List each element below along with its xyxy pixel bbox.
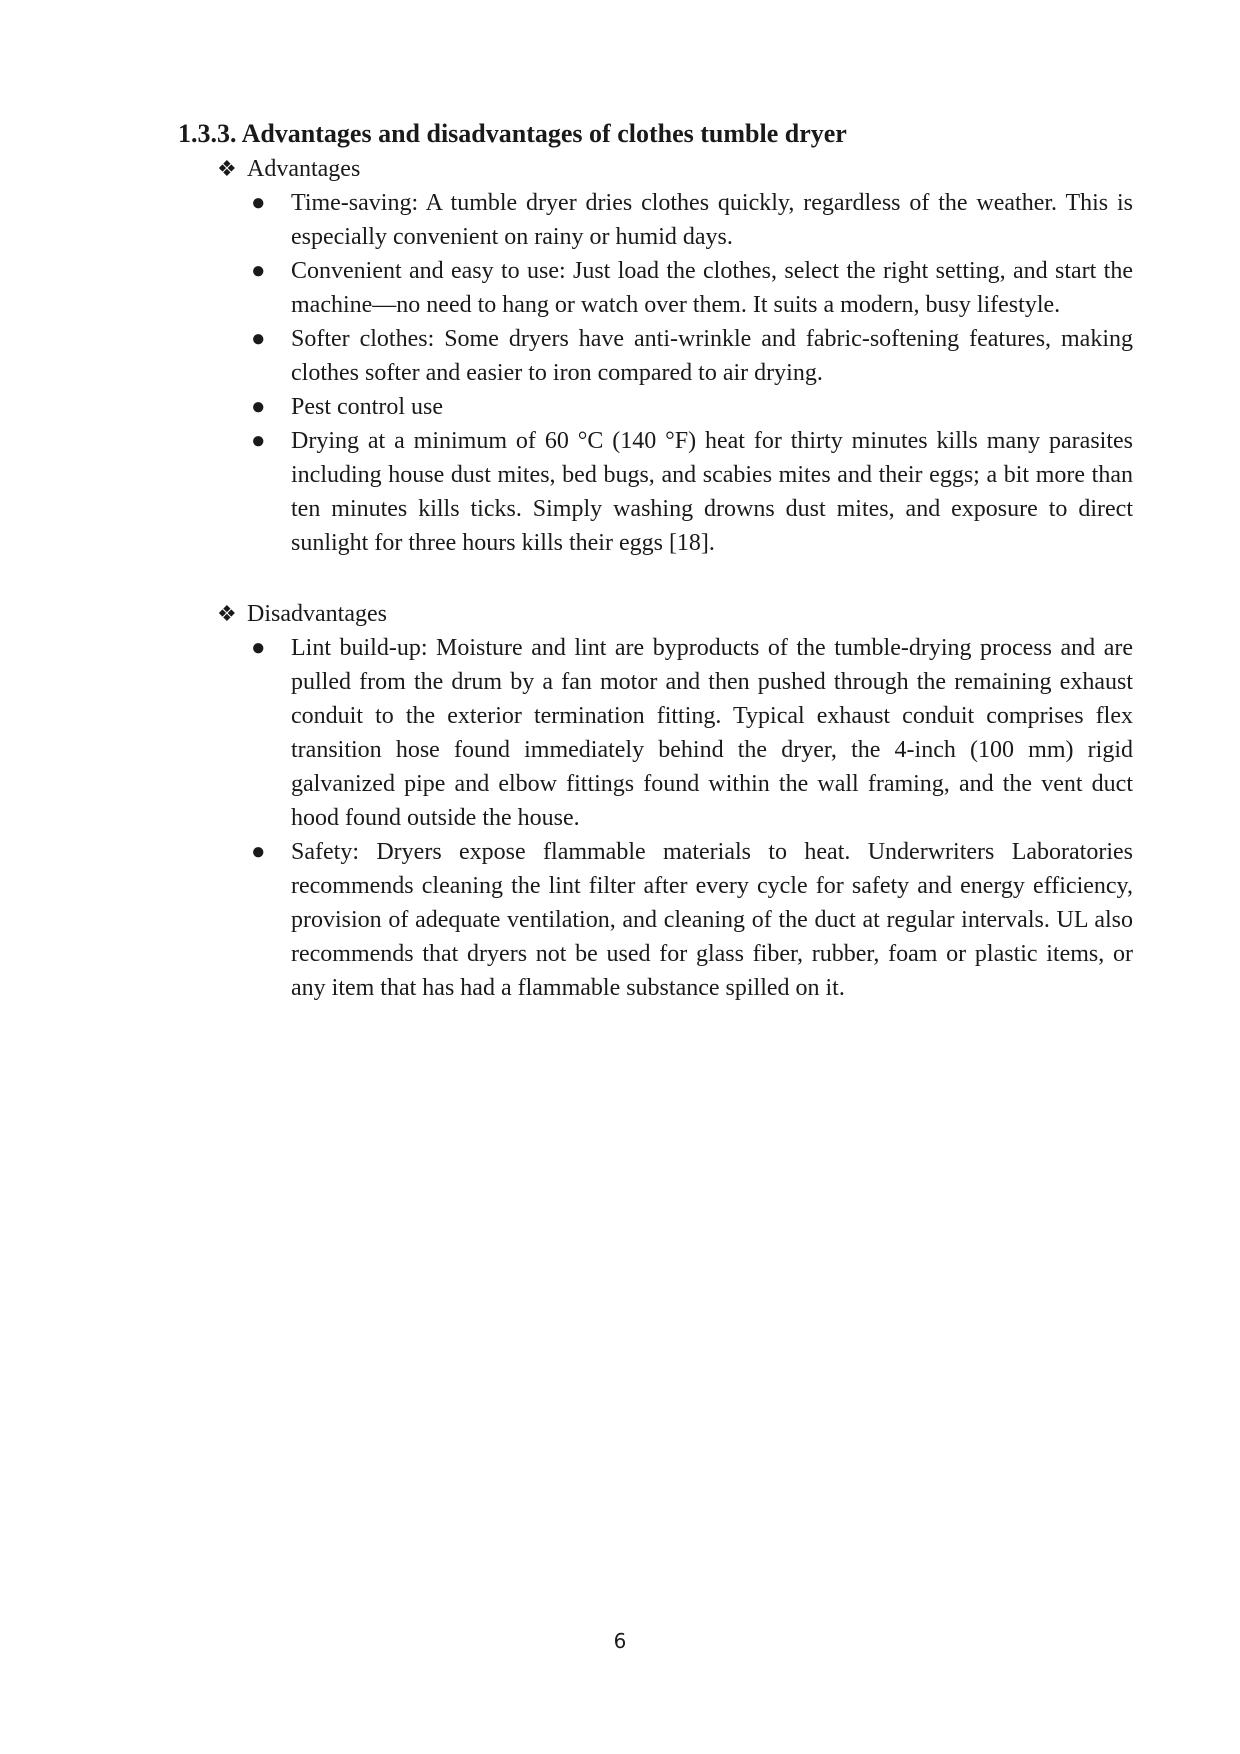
list-item — [217, 631, 1133, 835]
list-item — [217, 322, 1133, 390]
item-text: Lint build-up: Moisture and lint are byproducts of the tumble-drying process and are pulled from the drum by a fan motor and then pushed through the remaining exhaust conduit to the exterior termination fitting. Typical exhaust conduit comprises flex transition hose found immediately behind the dryer, the 4-inch (100 mm) rigid galvanized pipe and elbow fittings found within the wall framing, and the vent duct hood found outside the house. — [291, 635, 1133, 831]
section-heading: 1.3.3. Advantages and disadvantages of clothes tumble dryer — [178, 119, 847, 148]
advantages-section — [217, 152, 1133, 560]
disadvantages-title: Disadvantages — [247, 601, 387, 627]
diamond-bullet-icon: ❖ — [217, 156, 237, 181]
bullet-icon: ● — [251, 839, 266, 865]
bullet-icon: ● — [251, 190, 266, 216]
bullet-icon: ● — [251, 326, 266, 352]
item-text: Safety: Dryers expose flammable materials to heat. Underwriters Laboratories recommends cleaning the lint filter after every cycle for safety and energy efficiency, provision of adequate ventilation, and cleaning of the duct at regular intervals. UL also recommends that dryers not be used for glass fiber, rubber, foam or plastic items, or any item that has had a flammable substance spilled on it. — [291, 839, 1133, 1001]
disadvantages-section — [217, 597, 1133, 1005]
disadvantages-title-row — [217, 597, 1133, 631]
item-text: Drying at a minimum of 60 °C (140 °F) heat for thirty minutes kills many parasites including house dust mites, bed bugs, and scabies mites and their eggs; a bit more than ten minutes kills ticks. Simply washing drowns dust mites, and exposure to direct sunlight for three hours kills their eggs [18]. — [291, 428, 1133, 556]
advantages-list — [217, 186, 1133, 560]
list-item — [217, 424, 1133, 560]
advantages-title: Advantages — [247, 156, 361, 182]
item-text: Softer clothes: Some dryers have anti-wrinkle and fabric-softening features, making clothes softer and easier to iron compared to air drying. — [291, 326, 1133, 386]
disadvantages-list — [217, 631, 1133, 1005]
list-item — [217, 186, 1133, 254]
item-text: Time-saving: A tumble dryer dries clothes quickly, regardless of the weather. This is especially convenient on rainy or humid days. — [291, 190, 1133, 250]
list-item — [217, 835, 1133, 1005]
list-item — [217, 254, 1133, 322]
item-text: Convenient and easy to use: Just load the clothes, select the right setting, and start the machine—no need to hang or watch over them. It suits a modern, busy lifestyle. — [291, 258, 1133, 318]
page-number: 6 — [613, 1629, 627, 1653]
bullet-icon: ● — [251, 394, 266, 420]
advantages-title-row — [217, 152, 1133, 186]
bullet-icon: ● — [251, 635, 266, 661]
item-text: Pest control use — [291, 394, 443, 420]
bullet-icon: ● — [251, 258, 266, 284]
list-item — [217, 390, 1133, 424]
bullet-icon: ● — [251, 428, 266, 454]
diamond-bullet-icon: ❖ — [217, 601, 237, 626]
